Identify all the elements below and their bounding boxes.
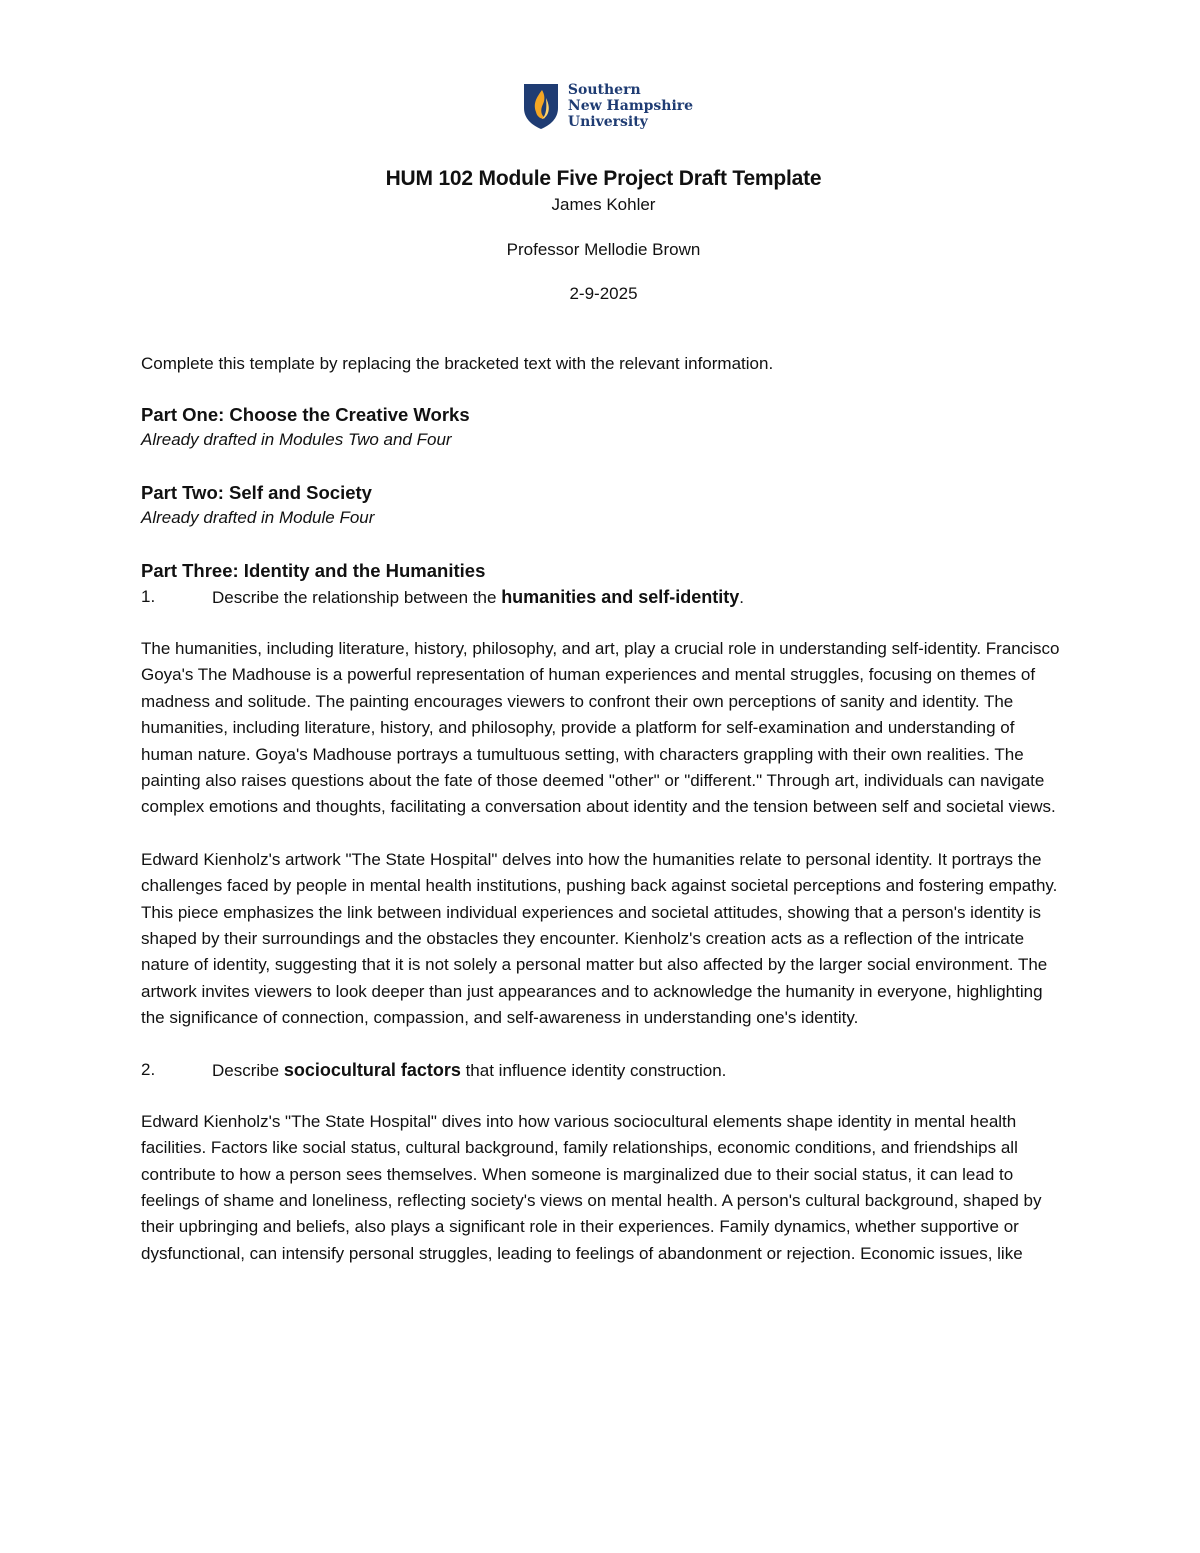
logo-wordmark [568, 82, 693, 130]
template-instruction: Complete this template by replacing the bracketed text with the relevant information. [141, 354, 774, 373]
part-one-note: Already drafted in Modules Two and Four [141, 430, 452, 449]
university-logo [149, 80, 1066, 132]
answer-paragraph: Edward Kienholz's "The State Hospital" dives into how various sociocultural elements shape identity in mental health facilities. Factors like social status, cultural background, family relationships, economic conditions, and friendships all contribute to how a person sees themselves. When someone is marginalized due to their social status, it can lead to feelings of shame and loneliness, reflecting society's views on mental health. A person's cultural background, shaped by their upbringing and beliefs, also plays a significant role in their experiences. Family dynamics, whether supportive or dysfunctional, can intensify personal struggles, leading to feelings of abandonment or rejection. Economic issues, like [141, 1111, 1042, 1263]
answer-paragraph: The humanities, including literature, history, philosophy, and art, play a crucial role in understanding self-identity. Francisco Goya's The Madhouse is a powerful representation of human experiences and mental struggles, focusing on themes of madness and solitude. The painting encourages viewers to confront their own perceptions of sanity and identity. The humanities, including literature, history, and philosophy, provide a platform for self-examination and understanding of human nature. Goya's Madhouse portrays a tumultuous setting, with characters grappling with their own realities. The painting also raises questions about the fate of those deemed "other" or "different." Through art, individuals can navigate complex emotions and thoughts, facilitating a conversation about identity and the tension between self and societal views. [141, 639, 1060, 817]
question-number: 1. [141, 587, 156, 606]
logo-line-1: Southern [567, 82, 641, 98]
author-name: James Kohler [551, 195, 656, 214]
document-title: HUM 102 Module Five Project Draft Template [385, 167, 822, 190]
question-text [212, 585, 744, 610]
question-text [212, 1058, 726, 1083]
question-number: 2. [141, 1059, 156, 1079]
flame-shield-icon [522, 82, 560, 130]
part-two-note: Already drafted in Module Four [141, 508, 375, 527]
answer-paragraph: Edward Kienholz's artwork "The State Hospital" delves into how the humanities relate to personal identity. It portrays the challenges faced by people in mental health institutions, pushing back against societal perceptions and fostering empathy. This piece emphasizes the link between individual experiences and societal attitudes, showing that a person's identity is shaped by their surroundings and the obstacles they encounter. Kienholz's creation acts as a reflection of the intricate nature of identity, suggesting that it is not solely a personal matter but also affected by the larger social environment. The artwork invites viewers to look deeper than just appearances and to acknowledge the humanity in everyone, highlighting the significance of connection, compassion, and self-awareness in understanding one's identity. [141, 849, 1058, 1028]
question-1 [141, 585, 1066, 610]
document-content [141, 80, 1066, 1267]
question-key-term: sociocultural factors [283, 1059, 461, 1080]
question-text-start: Describe the relationship between the [212, 588, 502, 607]
question-text-end: . [739, 588, 744, 607]
question-key-term: humanities and self-identity [501, 587, 740, 607]
logo-line-3: University [567, 114, 648, 130]
question-2 [141, 1058, 1066, 1083]
question-text-start: Describe [212, 1060, 284, 1080]
document-date: 2-9-2025 [569, 284, 638, 303]
part-three-heading: Part Three: Identity and the Humanities [141, 560, 486, 581]
part-one-heading: Part One: Choose the Creative Works [141, 404, 470, 425]
professor-name: Professor Mellodie Brown [506, 240, 701, 259]
part-two-heading: Part Two: Self and Society [141, 482, 372, 503]
logo-line-2: New Hampshire [567, 98, 694, 114]
question-text-end: that influence identity construction. [460, 1060, 727, 1080]
